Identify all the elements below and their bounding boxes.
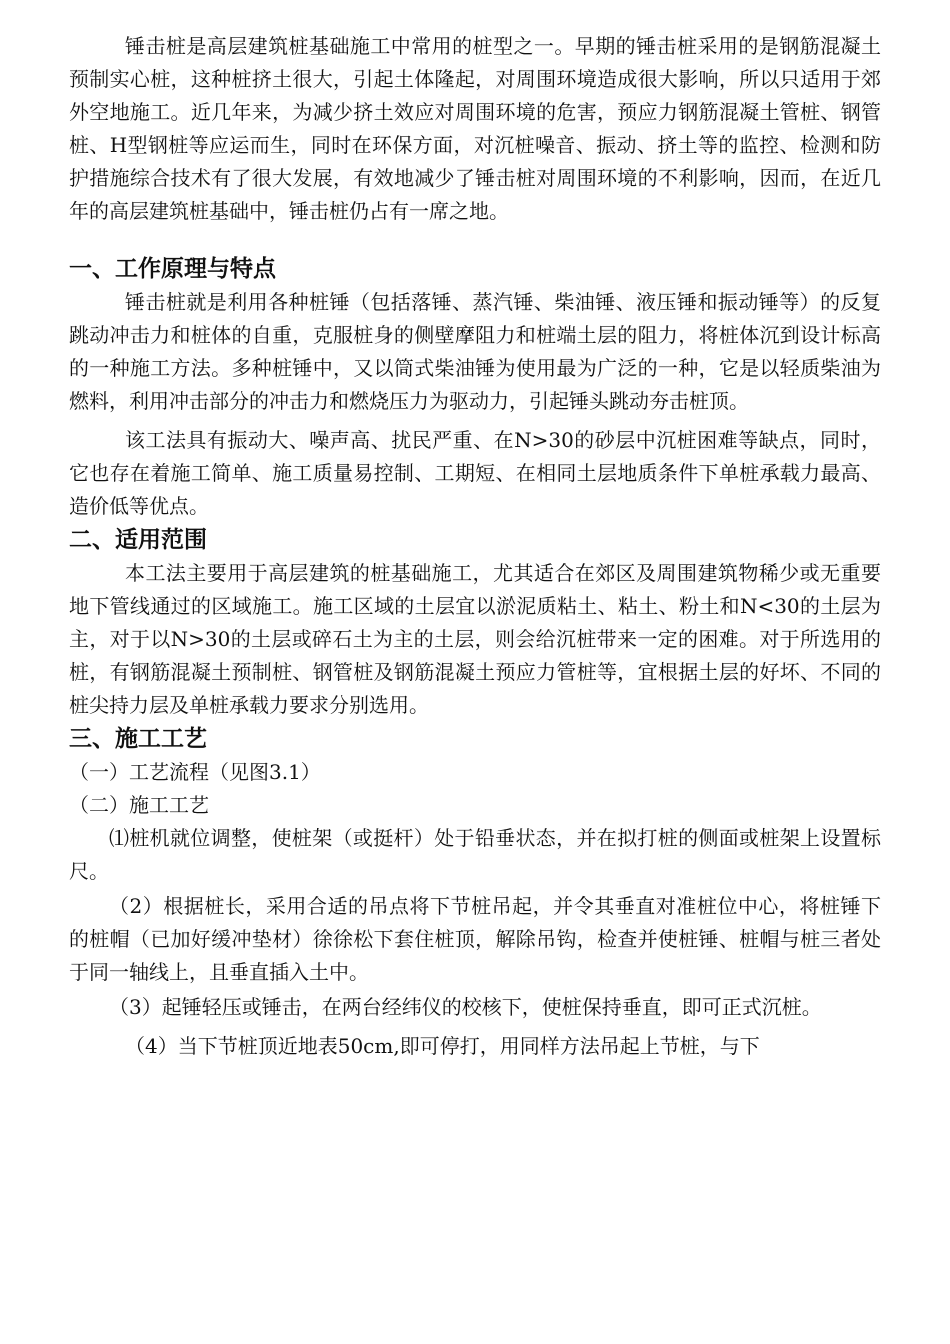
document-page — [69, 30, 881, 1063]
process-step-2: （2）根据桩长，采用合适的吊点将下节桩吊起，并令其垂直对准桩位中心，将桩锤下的桩帽（已加好缓冲垫材）徐徐松下套住桩顶，解除吊钩，检查并使桩锤、桩帽与桩三者处于同一轴线上，且垂直插入土中。 — [69, 894, 881, 984]
subheading-process: （二）施工工艺 — [69, 793, 209, 817]
scope-paragraph: 本工法主要用于高层建筑的桩基础施工，尤其适合在郊区及周围建筑物稀少或无重要地下管线通过的区域施工。施工区域的土层宜以淤泥质粘土、粘土、粉土和N<30的土层为主，对于以N>30的土层或碎石土为主的土层，则会给沉桩带来一定的困难。对于所选用的桩，有钢筋混凝土预制桩、钢管桩及钢筋混凝土预应力管桩等，宜根据土层的好坏、不同的桩尖持力层及单桩承载力要求分别选用。 — [69, 561, 881, 717]
principle-paragraph-2: 该工法具有振动大、噪声高、扰民严重、在N>30的砂层中沉桩困难等缺点，同时，它也存在着施工简单、施工质量易控制、工期短、在相同土层地质条件下单桩承载力最高、造价低等优点。 — [69, 428, 881, 518]
section-heading-scope: 二、适用范围 — [69, 527, 207, 553]
process-step-3: （3）起锤轻压或锤击，在两台经纬仪的校核下，使桩保持垂直，即可正式沉桩。 — [109, 995, 822, 1019]
section-heading-principle: 一、工作原理与特点 — [69, 256, 276, 282]
subheading-flow: （一）工艺流程（见图3.1） — [69, 760, 321, 784]
section-heading-process: 三、施工工艺 — [69, 726, 207, 752]
principle-paragraph-1: 锤击桩就是利用各种桩锤（包括落锤、蒸汽锤、柴油锤、液压锤和振动锤等）的反复跳动冲击力和桩体的自重，克服桩身的侧壁摩阻力和桩端土层的阻力，将桩体沉到设计标高的一种施工方法。多种桩锤中，又以筒式柴油锤为使用最为广泛的一种，它是以轻质柴油为燃料，利用冲击部分的冲击力和燃烧压力为驱动力，引起锤头跳动夯击桩顶。 — [69, 290, 881, 413]
process-step-4: （4）当下节桩顶近地表50cm,即可停打，用同样方法吊起上节桩，与下 — [125, 1034, 760, 1058]
intro-paragraph: 锤击桩是高层建筑桩基础施工中常用的桩型之一。早期的锤击桩采用的是钢筋混凝土预制实心桩，这种桩挤土很大，引起土体隆起，对周围环境造成很大影响，所以只适用于郊外空地施工。近几年来，为减少挤土效应对周围环境的危害，预应力钢筋混凝土管桩、钢管桩、H型钢桩等应运而生，同时在环保方面，对沉桩噪音、振动、挤土等的监控、检测和防护措施综合技术有了很大发展，有效地减少了锤击桩对周围环境的不利影响，因而，在近几年的高层建筑桩基础中，锤击桩仍占有一席之地。 — [69, 34, 881, 223]
process-step-1: ⑴桩机就位调整，使桩架（或挺杆）处于铅垂状态，并在拟打桩的侧面或桩架上设置标尺。 — [69, 826, 881, 883]
